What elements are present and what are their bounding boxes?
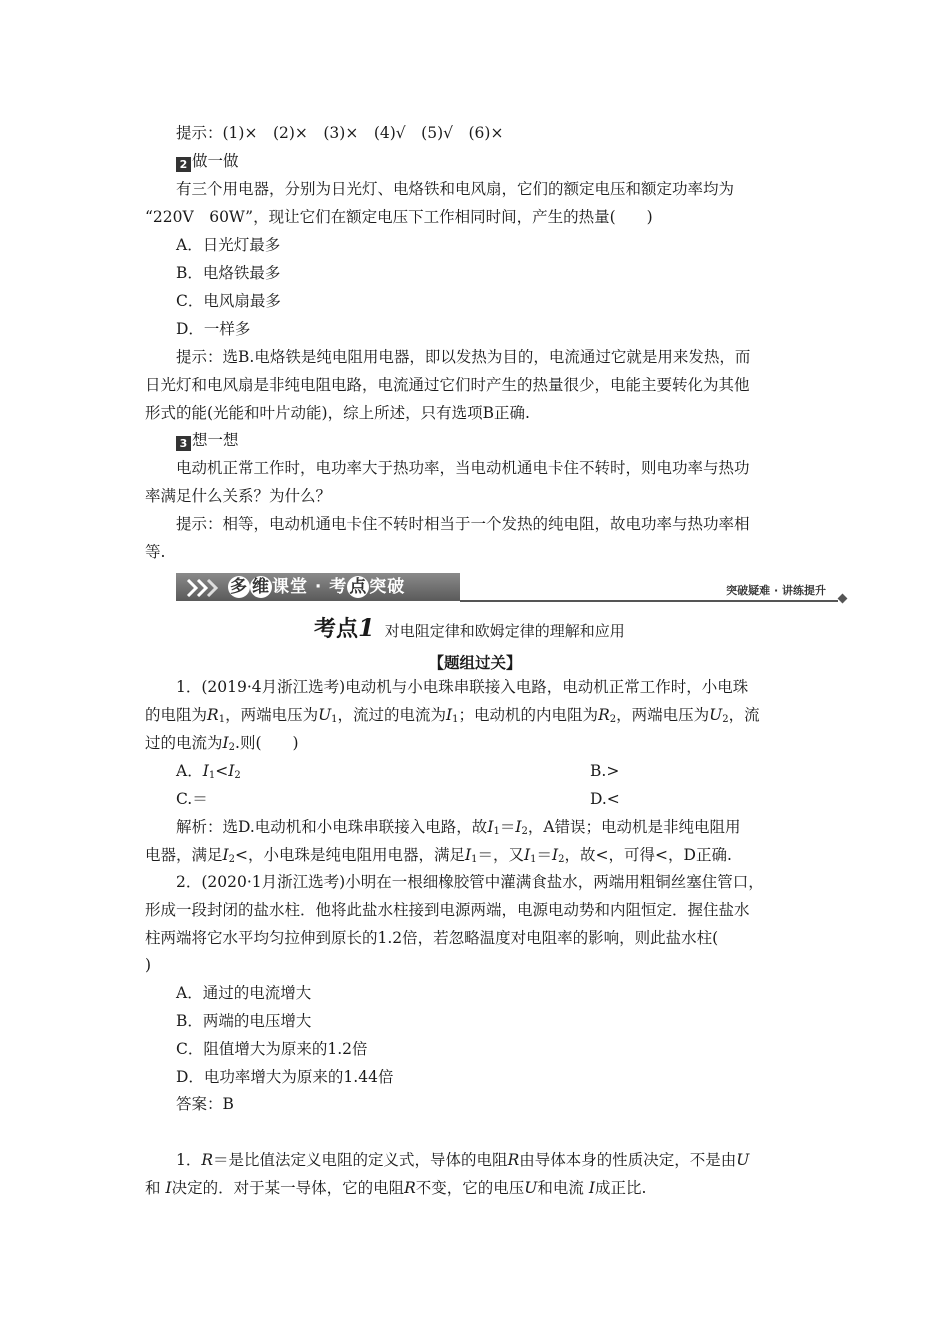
hint-line: 形式的能(光能和叶片动能)，综上所述，只有选项B正确. [145, 404, 530, 422]
question-line: ) [145, 956, 152, 974]
section-title: 做一做 [192, 152, 239, 170]
note-line: 1．R＝是比值法定义电阻的定义式，导体的电阻R由导体本身的性质决定，不是由U [176, 1151, 750, 1169]
banner-title: 多 维 课堂 · 考 点 突破 [230, 577, 406, 597]
option-c: C．阻值增大为原来的1.2倍 [176, 1040, 368, 1058]
banner-underline [460, 600, 838, 602]
section-title: 想一想 [192, 431, 239, 449]
question-line: 的电阻为$R_1$，两端电压为$U_1$，流过的电流为$I_1$；电动机的内电阻为$R_2$，两端电压为$U_2$，流 [145, 706, 760, 725]
diamond-icon [838, 594, 848, 604]
kaodian-heading: 考点1 对电阻定律和欧姆定律的理解和应用 [314, 613, 625, 642]
option-d: D．一样多 [176, 320, 251, 338]
banner-bar [176, 573, 460, 601]
answer-line: 答案：B [176, 1095, 234, 1113]
option-b: B．两端的电压增大 [176, 1012, 312, 1030]
hint-line: 日光灯和电风扇是非纯电阻电路，电流通过它们时产生的热量很少，电能主要转化为其他 [145, 376, 750, 394]
chevron-right-icon [186, 579, 224, 597]
hint-line: 提示：相等，电动机通电卡住不转时相当于一个发热的纯电阻，故电功率与热功率相 [176, 515, 750, 533]
hint-line: 提示：选B.电烙铁是纯电阻用电器，即以发热为目的，电流通过它就是用来发热，而 [176, 348, 751, 366]
hint-line: 等. [145, 543, 166, 561]
question-line: 过的电流为$I_2$.则( ) [145, 734, 299, 753]
question-line: 1．(2019·4月浙江选考)电动机与小电珠串联接入电路，电动机正常工作时，小电珠 [176, 678, 749, 696]
section-banner [176, 571, 848, 603]
analysis-line: 电器，满足$I_2<$，小电珠是纯电阻用电器，满足$I_1=$，又$I_1=I_2$，故<，可得<，D正确. [145, 846, 732, 865]
question-line: 柱两端将它水平均匀拉伸到原长的1.2倍，若忽略温度对电阻率的影响，则此盐水柱( [145, 929, 719, 947]
option-a: A．通过的电流增大 [176, 984, 312, 1002]
question-line: 有三个用电器，分别为日光灯、电烙铁和电风扇，它们的额定电压和额定功率均为 [176, 180, 735, 198]
section-number-badge: 3 [176, 436, 191, 451]
kaodian-title: 对电阻定律和欧姆定律的理解和应用 [384, 622, 625, 640]
option-a: A．日光灯最多 [176, 236, 281, 254]
question-line: 2．(2020·1月浙江选考)小明在一根细橡胶管中灌满食盐水，两端用粗铜丝塞住管口， [176, 873, 764, 891]
question-line: “220V 60W”，现让它们在额定电压下工作相同时间，产生的热量( ) [145, 208, 653, 226]
option-b: B．电烙铁最多 [176, 264, 281, 282]
question-line: 形成一段封闭的盐水柱．他将此盐水柱接到电源两端，电源电动势和内阻恒定．握住盐水 [145, 901, 750, 919]
analysis-line: 解析：选D.电动机和小电珠串联接入电路，故$I_1=I_2$，A错误；电动机是非纯电阻用 [176, 818, 741, 837]
option-c: C．电风扇最多 [176, 292, 281, 310]
note-line: 和 I决定的．对于某一导体，它的电阻R不变，它的电压U和电流 I成正比. [145, 1179, 647, 1197]
section-heading-think [176, 430, 239, 451]
option-b: B.> [590, 762, 620, 780]
section-number-badge: 2 [176, 157, 191, 172]
group-heading: 【题组过关】 [428, 653, 522, 672]
banner-subtitle: 突破疑难 · 讲练提升 [726, 584, 826, 597]
option-c: C.＝ [176, 790, 208, 808]
section-heading-do [176, 151, 239, 172]
question-line: 率满足什么关系？为什么？ [145, 487, 332, 505]
option-d: D.< [590, 790, 620, 808]
question-line: 电动机正常工作时，电功率大于热功率，当电动机通电卡住不转时，则电功率与热功 [176, 459, 750, 477]
option-a: A．$I_1<I_2$ [176, 762, 241, 781]
tips-line: 提示：(1)× (2)× (3)× (4)√ (5)√ (6)× [176, 124, 504, 142]
option-d: D．电功率增大为原来的1.44倍 [176, 1068, 394, 1086]
